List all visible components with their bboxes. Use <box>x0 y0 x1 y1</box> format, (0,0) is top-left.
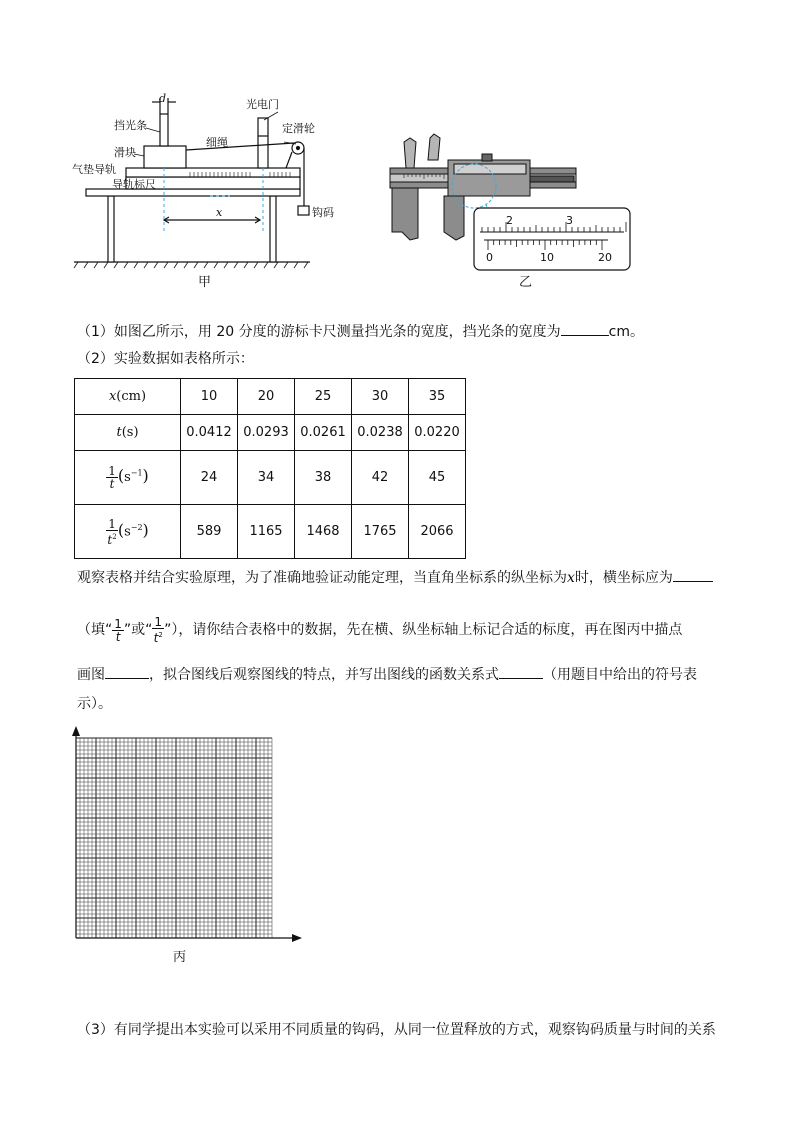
row-header-inv-t2: $\frac{1}{t^2}$ $(s^{-2})$ <box>75 505 181 559</box>
table-cell: 35 <box>409 379 466 415</box>
table-cell: 42 <box>352 451 409 505</box>
row-header-t: t(s) <box>75 415 181 451</box>
label-air-track: 气垫导轨 <box>72 163 116 176</box>
y-axis-arrow <box>72 726 80 736</box>
label-x: x <box>216 206 223 219</box>
table-cell: 25 <box>295 379 352 415</box>
q2-line-4: 示）。 <box>77 696 112 712</box>
vernier-label-10: 10 <box>540 251 554 264</box>
shade-strip <box>160 114 168 146</box>
table-cell: 1165 <box>238 505 295 559</box>
table-cell: 589 <box>181 505 238 559</box>
table-row-inv-t2 <box>75 505 466 559</box>
caption-figure-c: 丙 <box>173 950 187 965</box>
q2-line-2: （填“ $\frac{1}{t}$ ”或“ $\frac{1}{t^2}$ ”），请你结合表格中的数据，先在横、纵坐标轴上标记合适的标度，再在图丙中描点 <box>77 615 683 645</box>
row-header-inv-t: $\frac{1}{t}$ $(s^{-1})$ <box>75 451 181 505</box>
table-cell: 0.0412 <box>181 415 238 451</box>
figure-vernier-caliper <box>384 128 634 276</box>
table-leg-right <box>270 196 276 262</box>
q2-line-1: 观察表格并结合实验原理，为了准确地验证动能定理，当直角坐标系的纵坐标为x时，横坐标应为 <box>77 567 713 588</box>
vernier-label-0: 0 <box>486 251 493 264</box>
x-axis-arrow <box>292 934 302 942</box>
hook-weight <box>298 206 309 215</box>
caption-figure-a: 甲 <box>198 275 212 290</box>
row-header-x: x(cm) <box>75 379 181 415</box>
table-cell: 0.0293 <box>238 415 295 451</box>
table-cell: 2066 <box>409 505 466 559</box>
table-cell: 34 <box>238 451 295 505</box>
main-scale-label-2: 2 <box>506 214 513 227</box>
figure-air-track <box>70 92 390 292</box>
caliper-fixed-jaw <box>392 188 418 240</box>
thin-rope <box>186 143 294 150</box>
table-row-inv-t <box>75 451 466 505</box>
q2-line-3: 画图 ，拟合图线后观察图线的特点，并写出图线的函数关系式 （用题目中给出的符号表 <box>77 664 697 685</box>
table-cell: 0.0220 <box>409 415 466 451</box>
label-hook-weight: 钩码 <box>312 206 334 219</box>
table-cell: 24 <box>181 451 238 505</box>
label-slider: 滑块 <box>114 146 136 159</box>
q2-function-answer-blank[interactable] <box>499 664 543 679</box>
table-cell: 1468 <box>295 505 352 559</box>
question-3 <box>77 1020 716 1040</box>
table-cell: 20 <box>238 379 295 415</box>
q1-answer-blank[interactable] <box>561 321 609 336</box>
photogate <box>258 118 268 168</box>
figure-graph-paper[interactable] <box>66 724 306 946</box>
label-shade-strip: 挡光条 <box>114 119 147 132</box>
q1-number: （1） <box>77 324 114 340</box>
label-thin-rope: 细绳 <box>206 136 228 149</box>
table-row-t <box>75 415 466 451</box>
table-row-x <box>75 379 466 415</box>
q2-number: （2） <box>77 351 114 367</box>
table-cell: 10 <box>181 379 238 415</box>
table-cell: 30 <box>352 379 409 415</box>
table-cell: 45 <box>409 451 466 505</box>
caliper-sliding-jaw <box>444 196 464 240</box>
label-track-ruler: 导轨标尺 <box>112 178 156 191</box>
question-1 <box>77 321 644 342</box>
q2-intro-text: 实验数据如表格所示： <box>113 351 254 367</box>
question-2-intro <box>77 349 254 369</box>
data-table <box>74 378 466 559</box>
table-cell: 38 <box>295 451 352 505</box>
label-d: d <box>159 92 167 105</box>
table-cell: 0.0238 <box>352 415 409 451</box>
table-cell: 0.0261 <box>295 415 352 451</box>
q2-graph-answer-blank[interactable] <box>105 664 149 679</box>
label-photogate: 光电门 <box>246 98 279 111</box>
q1-text: 如图乙所示，用 20 分度的游标卡尺测量挡光条的宽度，挡光条的宽度为 <box>113 324 561 340</box>
caption-figure-b: 乙 <box>519 275 533 290</box>
main-scale-label-3: 3 <box>566 214 573 227</box>
q2-axis-answer-blank[interactable] <box>673 567 713 582</box>
q3-text: 有同学提出本实验可以采用不同质量的钩码，从同一位置释放的方式，观察钩码质量与时间的关系 <box>113 1022 716 1038</box>
vernier-label-20: 20 <box>598 251 612 264</box>
label-pulley: 定滑轮 <box>282 122 315 135</box>
table-cell: 1765 <box>352 505 409 559</box>
q3-number: （3） <box>77 1022 114 1038</box>
q1-unit: cm。 <box>608 324 644 340</box>
slider-block <box>144 146 186 168</box>
table-leg-left <box>108 196 114 262</box>
